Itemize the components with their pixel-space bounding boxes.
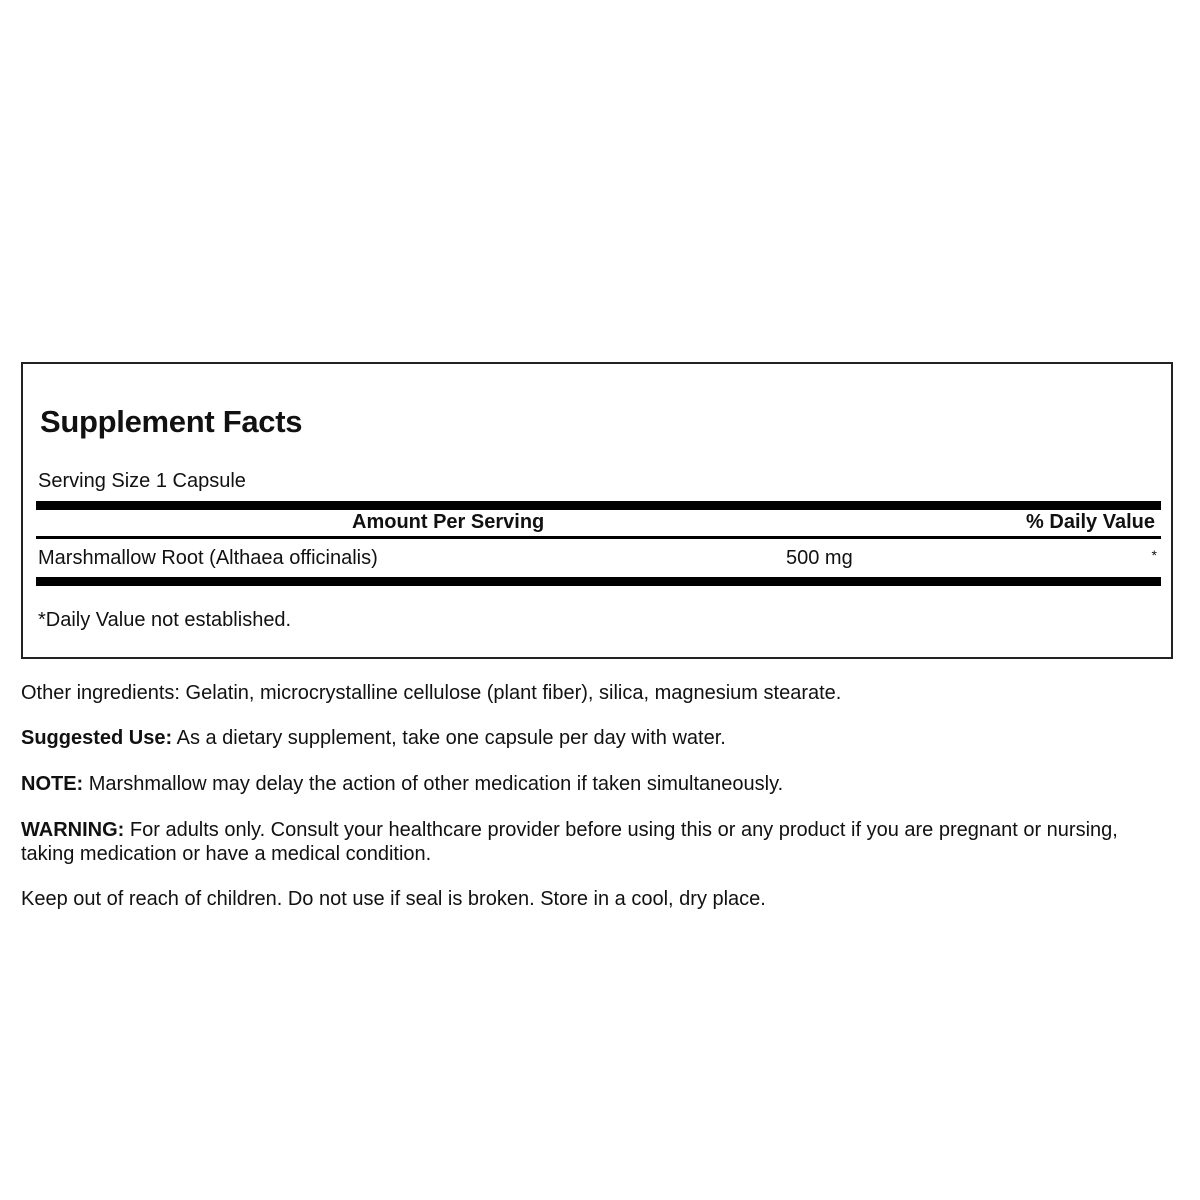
other-ingredients: Other ingredients: Gelatin, microcrystalline cellulose (plant fiber), silica, magnesium stearate. bbox=[21, 682, 842, 704]
storage-instructions: Keep out of reach of children. Do not use if seal is broken. Store in a cool, dry place. bbox=[21, 888, 766, 910]
footnote: *Daily Value not established. bbox=[38, 609, 292, 631]
serving-size: Serving Size 1 Capsule bbox=[38, 470, 246, 492]
note-label: NOTE: bbox=[21, 773, 84, 795]
note-text: Marshmallow may delay the action of other medication if taken simultaneously. bbox=[83, 773, 784, 795]
warning-label: WARNING: bbox=[21, 819, 125, 841]
supplement-facts-panel bbox=[21, 362, 1173, 659]
panel-title: Supplement Facts bbox=[40, 404, 303, 439]
ingredient-amount: 500 mg bbox=[786, 547, 853, 569]
suggested-use bbox=[21, 726, 1151, 750]
suggested-use-label: Suggested Use: bbox=[21, 727, 173, 749]
divider-thick bbox=[36, 501, 1161, 510]
ingredient-name: Marshmallow Root (Althaea officinalis) bbox=[38, 547, 378, 569]
header-daily-value: % Daily Value bbox=[1026, 511, 1155, 533]
warning bbox=[21, 818, 1151, 866]
ingredient-daily-value: * bbox=[1151, 547, 1157, 563]
header-amount-per-serving: Amount Per Serving bbox=[352, 511, 545, 533]
divider-thick bbox=[36, 577, 1161, 586]
suggested-use-text: As a dietary supplement, take one capsule per day with water. bbox=[172, 727, 726, 749]
divider-thin bbox=[36, 536, 1161, 539]
note bbox=[21, 772, 1151, 796]
warning-text: For adults only. Consult your healthcare provider before using this or any product if you are pregnant or nursing, taking medication or have a medical condition. bbox=[21, 819, 1118, 865]
